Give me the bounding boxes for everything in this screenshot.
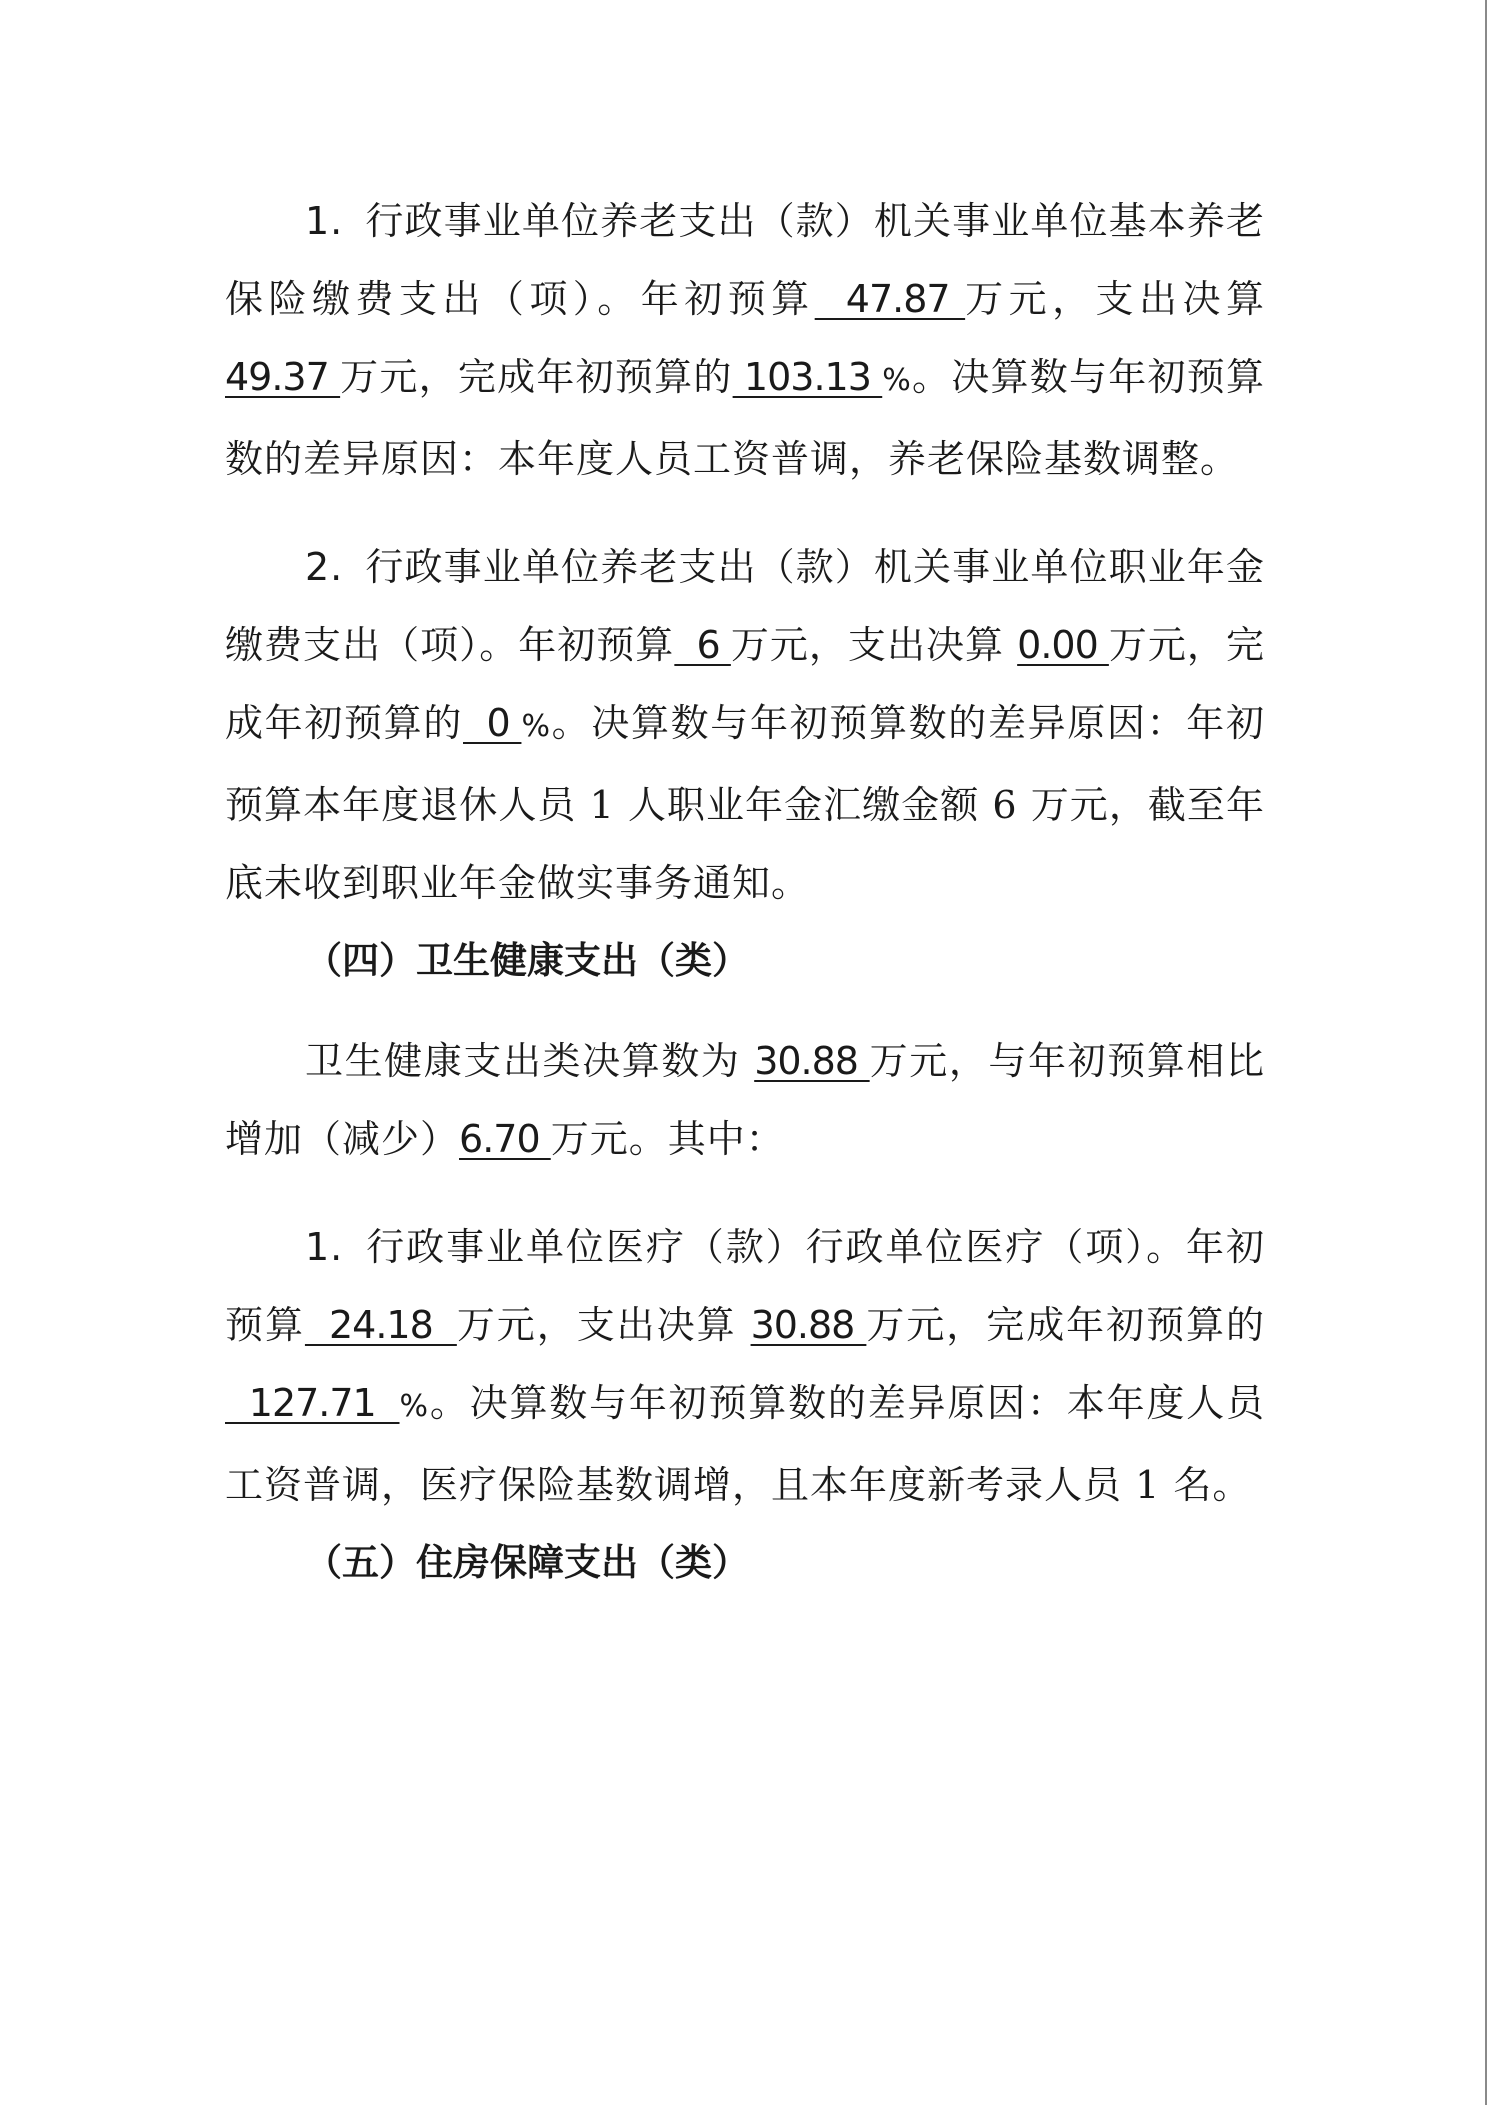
section-heading-health: （四）卫生健康支出（类） — [305, 939, 749, 982]
paragraph-pension-basic — [225, 182, 1265, 498]
budget-value: 47.87 — [814, 277, 966, 321]
paragraph-text: 万元，支出决算 — [730, 623, 1018, 667]
final-value: 49.37 — [225, 355, 341, 399]
budget-value: 24.18 — [304, 1303, 457, 1347]
paragraph-text: 万元，与年初预算相比增加（减少） — [225, 1039, 1265, 1161]
completion-rate: 0 — [463, 701, 522, 745]
paragraph-text: 卫生健康支出类决算数为 — [305, 1039, 755, 1083]
completion-rate: 127.71 — [225, 1381, 400, 1425]
completion-rate: 103.13 — [732, 355, 883, 399]
paragraph-text: 万元，支出决算 — [456, 1303, 751, 1347]
item-number: 1. — [305, 1225, 344, 1269]
paragraph-text: 万元，完成年初预算的 — [340, 355, 733, 399]
percent-sign: % — [521, 709, 551, 744]
percent-sign: % — [399, 1389, 430, 1424]
difference-value: 6.70 — [459, 1117, 551, 1161]
document-body — [225, 182, 1265, 1602]
item-number: 2. — [305, 545, 344, 589]
paragraph-text: 万元。其中： — [550, 1117, 785, 1161]
paragraph-text: 。决算数与年初预算数的差异原因：年初预算本年度退休人员 1 人职业年金汇缴金额 6 万元，截至年底未收到职业年金做实事务通知。 — [225, 701, 1265, 905]
paragraph-text: 万元，完成年初预算的 — [225, 623, 1265, 745]
paragraph-health-summary — [225, 1022, 1265, 1178]
section-heading-housing: （五）住房保障支出（类） — [305, 1541, 749, 1584]
page-edge-divider — [1485, 0, 1487, 2105]
paragraph-text: 。决算数与年初预算数的差异原因：本年度人员工资普调，医疗保险基数调增，且本年度新考录人员 1 名。 — [225, 1381, 1265, 1507]
paragraph-text: 万元，支出决算 — [965, 277, 1265, 321]
total-value: 30.88 — [754, 1039, 870, 1083]
paragraph-health-medical — [225, 1208, 1265, 1524]
paragraph-text: 。决算数与年初预算数的差异原因：本年度人员工资普调，养老保险基数调整。 — [225, 355, 1265, 481]
paragraph-text: 行政事业单位养老支出（款）机关事业单位基本养老保险缴费支出（项）。年初预算 — [225, 199, 1265, 321]
budget-value: 6 — [674, 623, 731, 667]
percent-sign: % — [882, 363, 912, 398]
paragraph-text: 万元，完成年初预算的 — [866, 1303, 1265, 1347]
final-value: 30.88 — [750, 1303, 867, 1347]
paragraph-text: 行政事业单位养老支出（款）机关事业单位职业年金缴费支出（项）。年初预算 — [225, 545, 1265, 667]
paragraph-text: 行政事业单位医疗（款）行政单位医疗（项）。年初预算 — [225, 1225, 1265, 1347]
paragraph-pension-annuity — [225, 528, 1265, 922]
item-number: 1. — [305, 199, 344, 243]
final-value: 0.00 — [1017, 623, 1109, 667]
